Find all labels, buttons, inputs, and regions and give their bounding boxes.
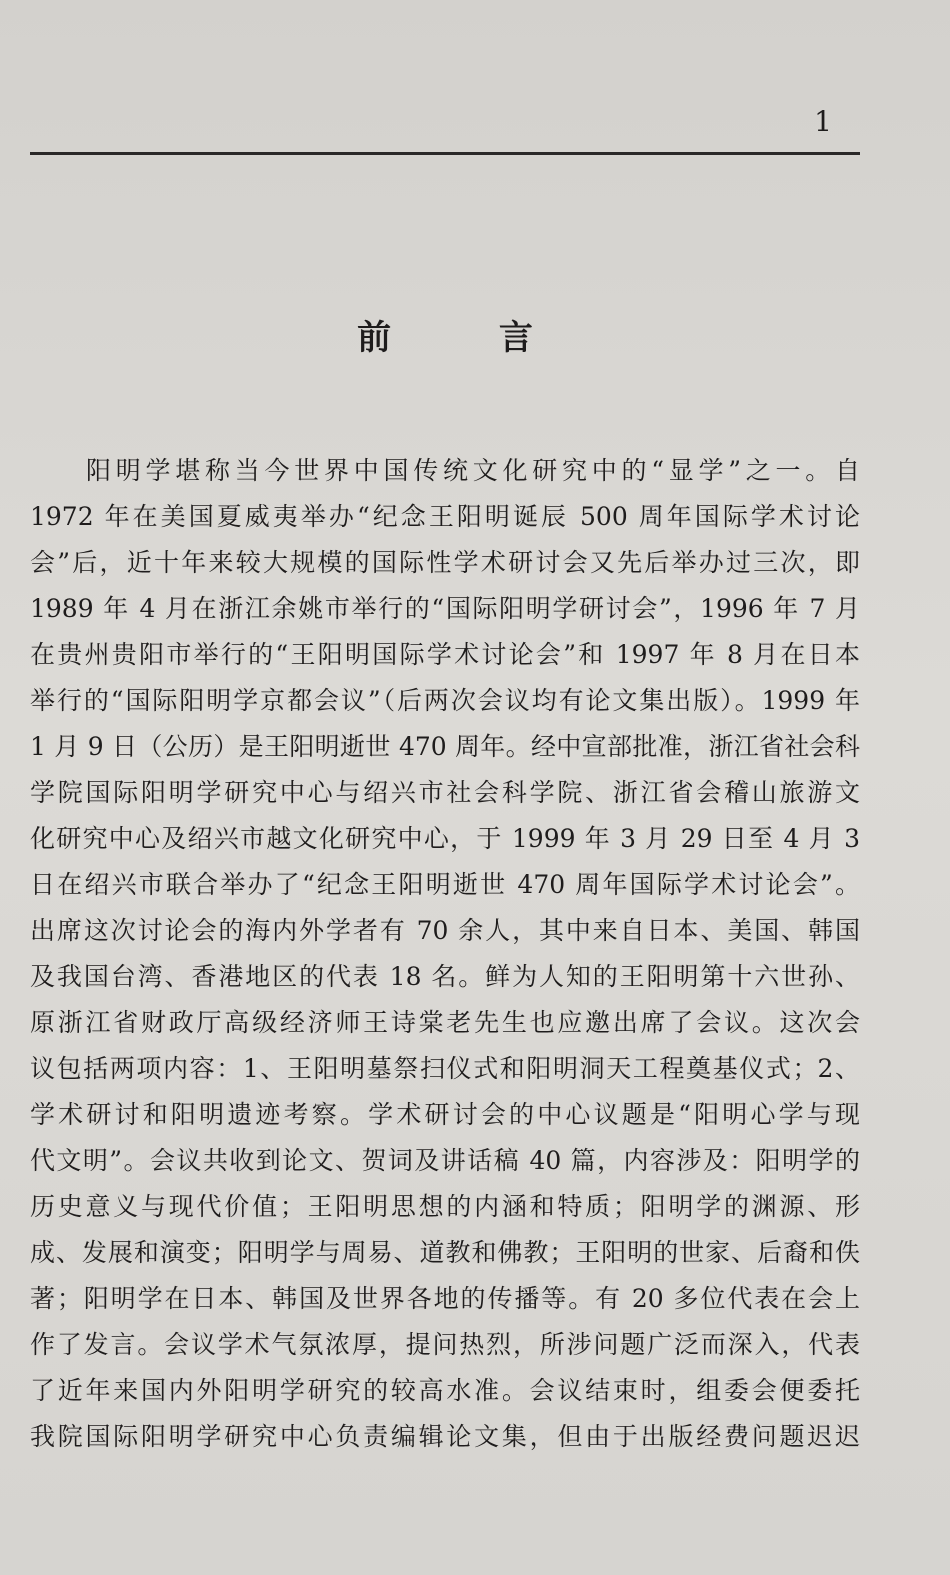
- page-title: 前 言: [357, 318, 581, 358]
- text-line: 化研究中心及绍兴市越文化研究中心，于 1999 年 3 月 29 日至 4 月 3: [30, 824, 860, 853]
- text-line: 学院国际阳明学研究中心与绍兴市社会科学院、浙江省会稽山旅游文: [30, 778, 860, 807]
- text-line: 出席这次讨论会的海内外学者有 70 余人，其中来自日本、美国、韩国: [30, 916, 860, 945]
- page-number: 1: [814, 105, 832, 138]
- text-line: 原浙江省财政厅高级经济师王诗棠老先生也应邀出席了会议。这次会: [30, 1008, 860, 1037]
- text-line: 我院国际阳明学研究中心负责编辑论文集，但由于出版经费问题迟迟: [30, 1422, 860, 1451]
- text-line: 成、发展和演变；阳明学与周易、道教和佛教；王阳明的世家、后裔和佚: [30, 1238, 860, 1267]
- text-line: 1989 年 4 月在浙江余姚市举行的“国际阳明学研讨会”，1996 年 7 月: [30, 594, 860, 623]
- text-line: 了近年来国内外阳明学研究的较高水准。会议结束时，组委会便委托: [30, 1376, 860, 1405]
- text-line: 阳明学堪称当今世界中国传统文化研究中的“显学”之一。自: [86, 456, 860, 485]
- text-line: 及我国台湾、香港地区的代表 18 名。鲜为人知的王阳明第十六世孙、: [30, 962, 860, 991]
- text-line: 1 月 9 日（公历）是王阳明逝世 470 周年。经中宣部批准，浙江省社会科: [30, 732, 860, 761]
- header-rule: [30, 152, 860, 155]
- text-line: 代文明”。会议共收到论文、贺词及讲话稿 40 篇，内容涉及：阳明学的: [30, 1146, 860, 1175]
- text-line: 历史意义与现代价值；王阳明思想的内涵和特质；阳明学的渊源、形: [30, 1192, 860, 1221]
- text-line: 著；阳明学在日本、韩国及世界各地的传播等。有 20 多位代表在会上: [30, 1284, 860, 1313]
- text-line: 日在绍兴市联合举办了“纪念王阳明逝世 470 周年国际学术讨论会”。: [30, 870, 860, 899]
- text-line: 会”后，近十年来较大规模的国际性学术研讨会又先后举办过三次，即: [30, 548, 860, 577]
- text-line: 在贵州贵阳市举行的“王阳明国际学术讨论会”和 1997 年 8 月在日本: [30, 640, 860, 669]
- text-line: 议包括两项内容：1、王阳明墓祭扫仪式和阳明洞天工程奠基仪式；2、: [30, 1054, 860, 1083]
- text-line: 举行的“国际阳明学京都会议”（后两次会议均有论文集出版）。1999 年: [30, 686, 860, 715]
- text-line: 作了发言。会议学术气氛浓厚，提问热烈，所涉问题广泛而深入，代表: [30, 1330, 860, 1359]
- body-text: [30, 448, 860, 1460]
- text-line: 学术研讨和阳明遗迹考察。学术研讨会的中心议题是“阳明心学与现: [30, 1100, 860, 1129]
- text-line: 1972 年在美国夏威夷举办“纪念王阳明诞辰 500 周年国际学术讨论: [30, 502, 860, 531]
